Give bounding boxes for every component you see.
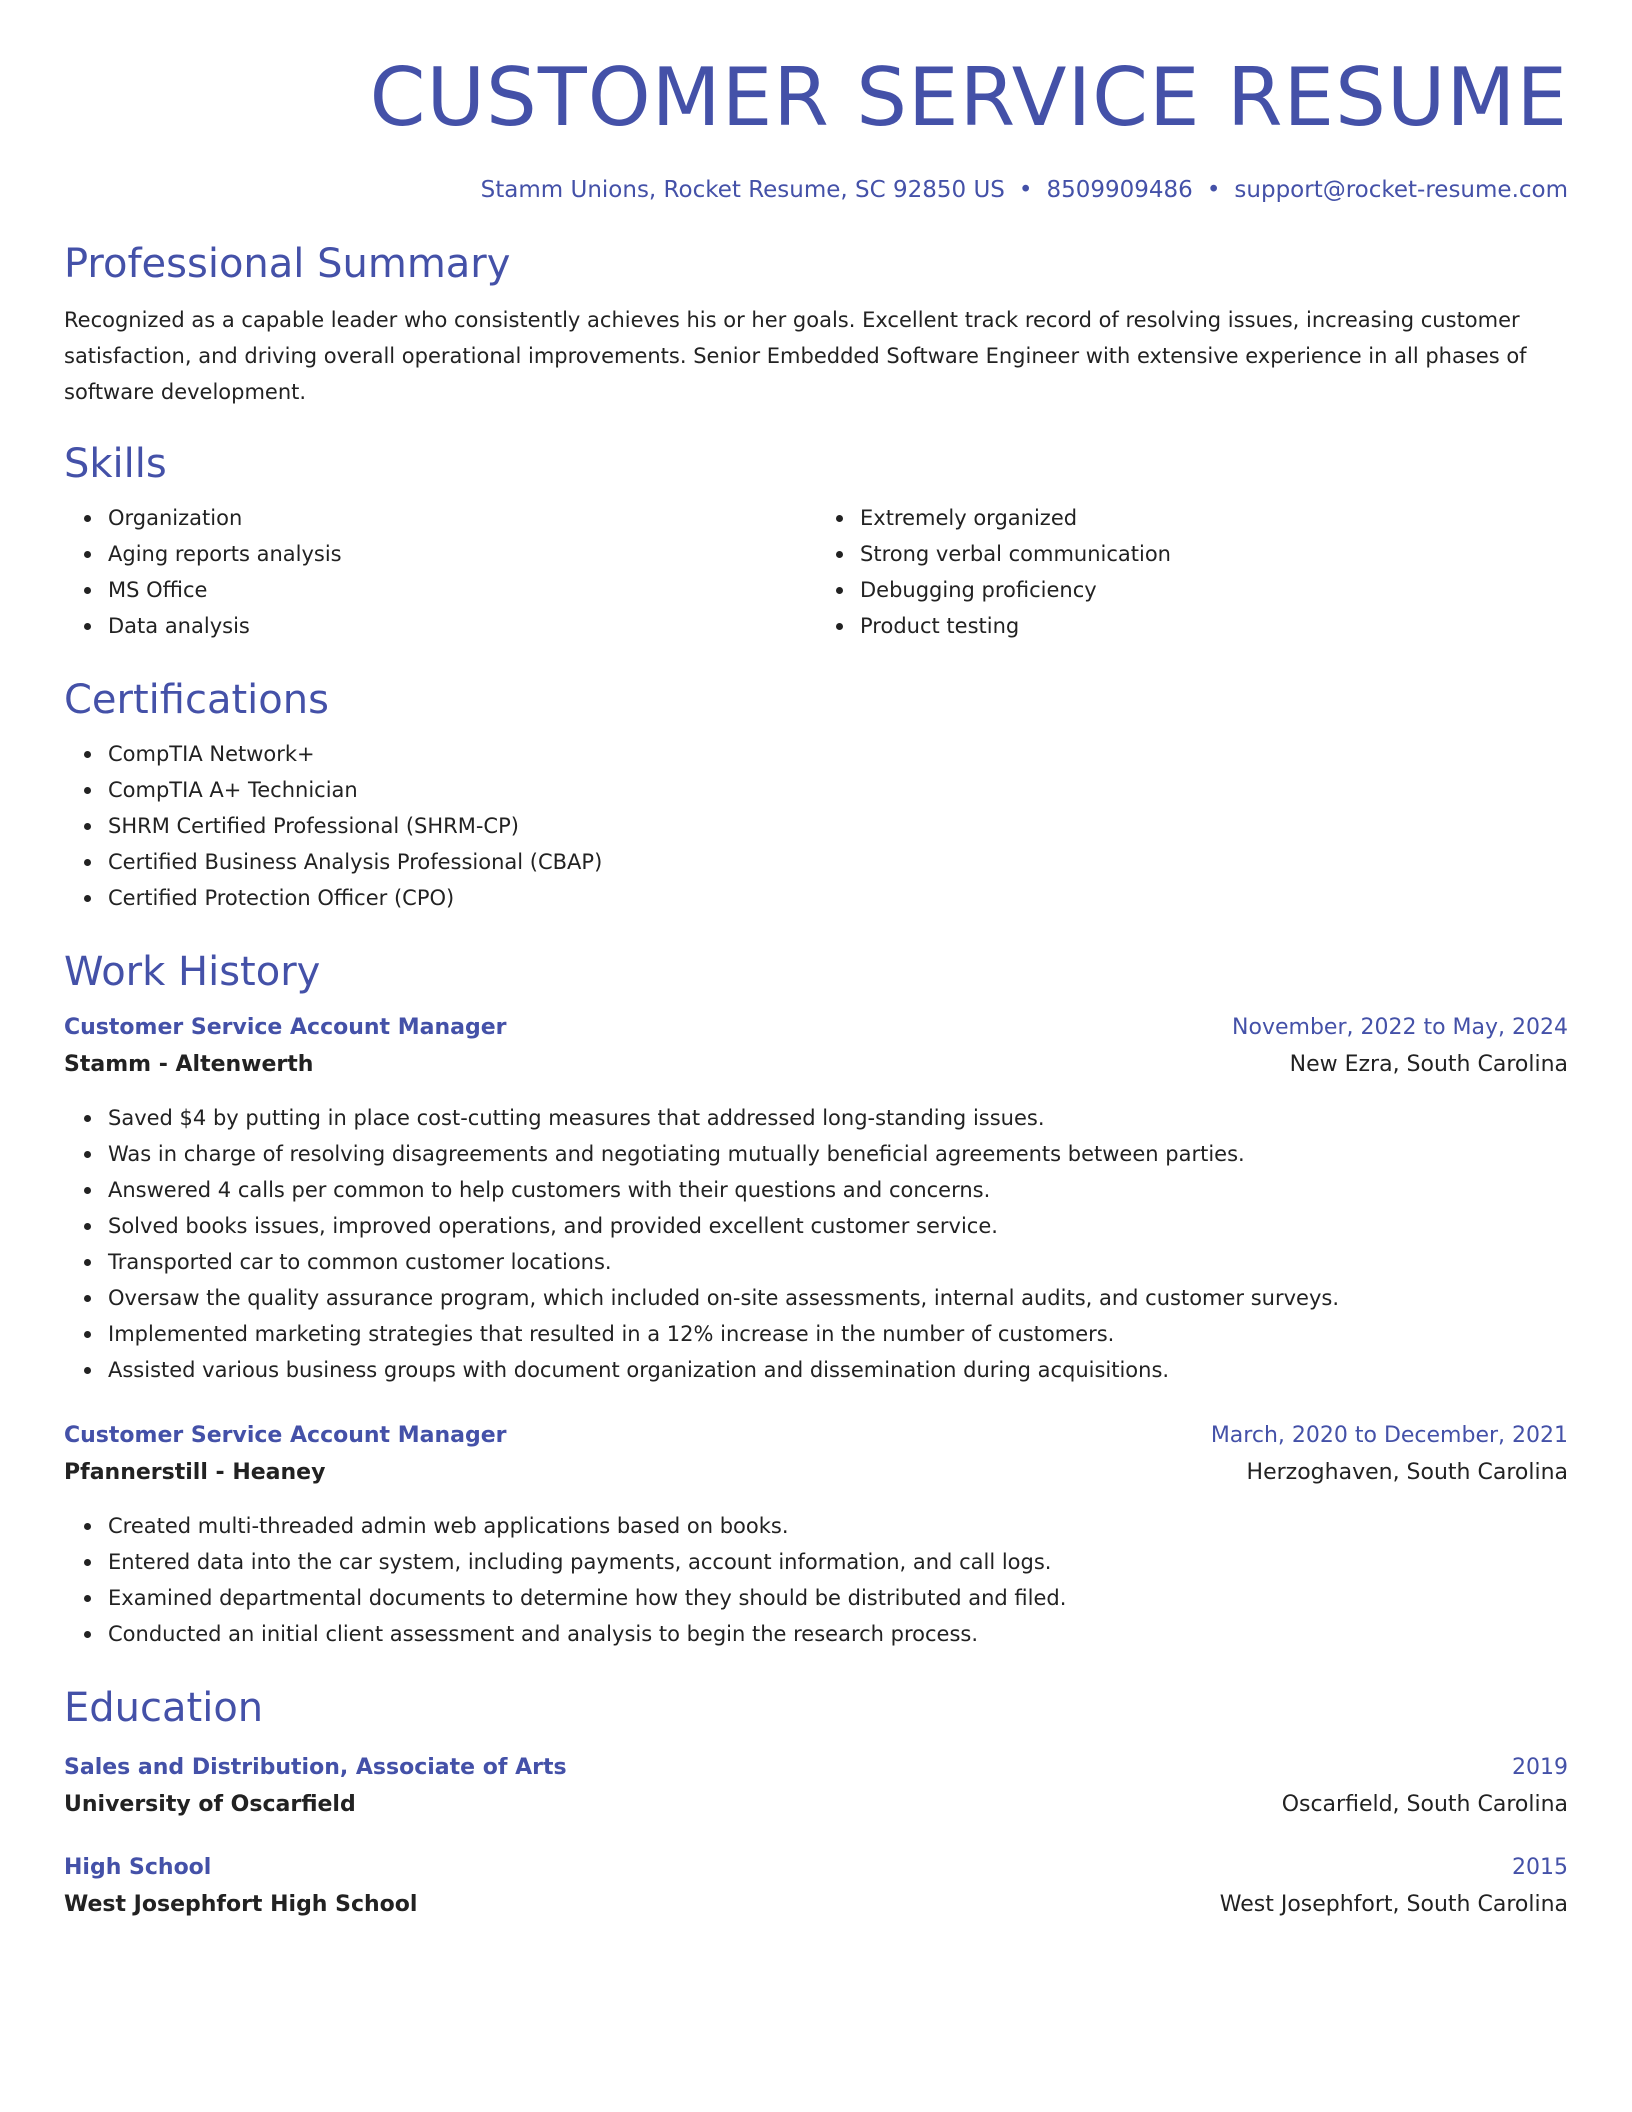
skill-item: Extremely organized	[860, 500, 1568, 536]
job-bullet: Answered 4 calls per common to help customers with their questions and concerns.	[108, 1172, 1568, 1208]
job-subheader	[64, 1454, 1568, 1492]
certifications-list	[64, 736, 1568, 916]
education-entry	[64, 1750, 1568, 1824]
education-subheader	[64, 1886, 1568, 1924]
job-role: Customer Service Account Manager	[64, 1423, 507, 1448]
job-bullet: Implemented marketing strategies that resulted in a 12% increase in the number of customers.	[108, 1316, 1568, 1352]
job-location: New Ezra, South Carolina	[1289, 1052, 1568, 1077]
job-location: Herzoghaven, South Carolina	[1246, 1460, 1568, 1485]
skill-item: Organization	[108, 500, 816, 536]
job-bullet: Entered data into the car system, including payments, account information, and call logs.	[108, 1544, 1568, 1580]
education-header	[64, 1850, 1568, 1886]
contact-line	[64, 174, 1568, 206]
education-school: University of Oscarfield	[64, 1792, 356, 1817]
contact-phone: 8509909486	[1046, 177, 1193, 203]
job-header	[64, 1418, 1568, 1454]
job-bullet: Transported car to common customer locations.	[108, 1244, 1568, 1280]
skill-item: Debugging proficiency	[860, 572, 1568, 608]
education-header	[64, 1750, 1568, 1786]
certification-item: Certified Business Analysis Professional (CBAP)	[108, 844, 1568, 880]
skills-column-right	[816, 500, 1568, 644]
job-bullets	[64, 1100, 1568, 1388]
work-history-heading: Work History	[64, 949, 321, 995]
job-bullet: Created multi-threaded admin web applications based on books.	[108, 1508, 1568, 1544]
education-subheader	[64, 1786, 1568, 1824]
certification-item: SHRM Certified Professional (SHRM-CP)	[108, 808, 1568, 844]
job-bullet: Conducted an initial client assessment and analysis to begin the research process.	[108, 1616, 1568, 1652]
job-bullets	[64, 1508, 1568, 1652]
certifications-heading: Certifications	[64, 677, 329, 723]
skill-item: Product testing	[860, 608, 1568, 644]
job-dates: November, 2022 to May, 2024	[1232, 1015, 1568, 1040]
education-degree: High School	[64, 1855, 212, 1880]
education-year: 2019	[1512, 1755, 1568, 1780]
resume-header	[64, 50, 1568, 206]
contact-separator: •	[1206, 177, 1221, 203]
education-location: West Josephfort, South Carolina	[1219, 1892, 1568, 1917]
summary-heading: Professional Summary	[64, 241, 511, 287]
education-degree: Sales and Distribution, Associate of Arts	[64, 1755, 567, 1780]
certification-item: CompTIA Network+	[108, 736, 1568, 772]
skills-heading: Skills	[64, 441, 167, 487]
skill-item: Aging reports analysis	[108, 536, 816, 572]
job-bullet: Saved $4 by putting in place cost-cutting measures that addressed long-standing issues.	[108, 1100, 1568, 1136]
job-entry	[64, 1418, 1568, 1652]
education-entry	[64, 1850, 1568, 1924]
job-entry	[64, 1010, 1568, 1388]
resume-title: CUSTOMER SERVICE RESUME	[369, 51, 1568, 144]
skills-column-left	[64, 500, 816, 644]
job-dates: March, 2020 to December, 2021	[1210, 1423, 1568, 1448]
education-school: West Josephfort High School	[64, 1892, 418, 1917]
job-subheader	[64, 1046, 1568, 1084]
contact-separator: •	[1018, 177, 1033, 203]
education-heading: Education	[64, 1685, 264, 1731]
summary-text: Recognized as a capable leader who consistently achieves his or her goals. Excellent track record of resolving issues, increasing customer satisfaction, and driving overall operational improvements. Senior Embedded Software Engineer with extensive experience in all phases of software development.	[64, 308, 1527, 404]
contact-address: Stamm Unions, Rocket Resume, SC 92850 US	[480, 177, 1005, 203]
education-year: 2015	[1512, 1855, 1568, 1880]
job-company: Pfannerstill - Heaney	[64, 1460, 326, 1485]
job-bullet: Examined departmental documents to determine how they should be distributed and filed.	[108, 1580, 1568, 1616]
job-bullet: Solved books issues, improved operations, and provided excellent customer service.	[108, 1208, 1568, 1244]
job-bullet: Assisted various business groups with document organization and dissemination during acquisitions.	[108, 1352, 1568, 1388]
skill-item: Data analysis	[108, 608, 816, 644]
skill-item: Strong verbal communication	[860, 536, 1568, 572]
skills-list	[64, 500, 1568, 644]
skill-item: MS Office	[108, 572, 816, 608]
job-bullet: Was in charge of resolving disagreements and negotiating mutually beneficial agreements between parties.	[108, 1136, 1568, 1172]
job-header	[64, 1010, 1568, 1046]
contact-email: support@rocket-resume.com	[1234, 177, 1568, 203]
certification-item: Certified Protection Officer (CPO)	[108, 880, 1568, 916]
job-company: Stamm - Altenwerth	[64, 1052, 314, 1077]
education-location: Oscarfield, South Carolina	[1281, 1792, 1568, 1817]
job-bullet: Oversaw the quality assurance program, which included on-site assessments, internal audits, and customer surveys.	[108, 1280, 1568, 1316]
certification-item: CompTIA A+ Technician	[108, 772, 1568, 808]
job-role: Customer Service Account Manager	[64, 1015, 507, 1040]
